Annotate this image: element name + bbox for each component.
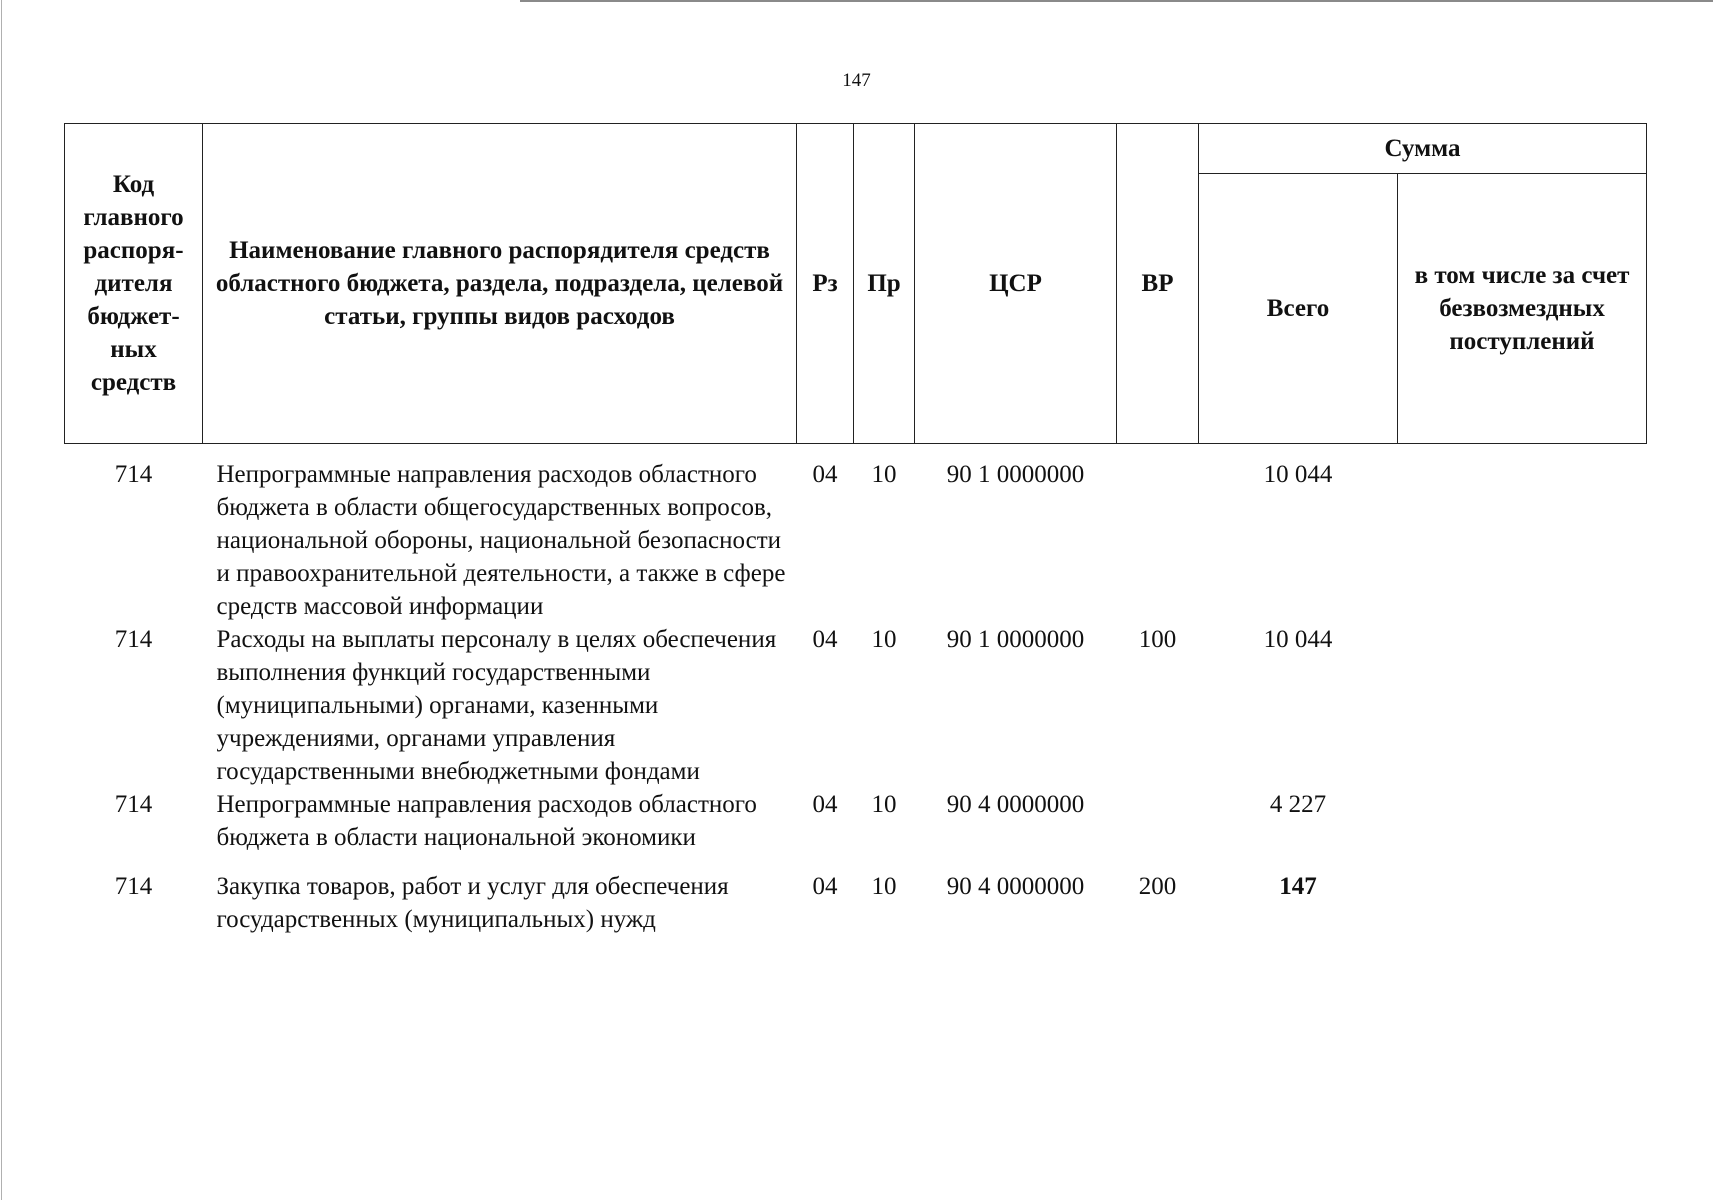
cell-vr: 200: [1138, 873, 1177, 900]
cell-csr: 90 1 0000000: [946, 626, 1085, 653]
header-rz: Рз: [797, 124, 854, 444]
scan-border-left: [1, 0, 2, 1200]
cell-csr: 90 4 0000000: [946, 791, 1085, 818]
header-sum: Сумма: [1199, 124, 1647, 174]
table-row: [65, 623, 1647, 788]
cell-name: Расходы на выплаты персоналу в целях обеспечения выполнения функций государственными (муниципальными) органами, казенными учреждениями, органами управления государственными внебюджетными фондами: [216, 626, 777, 785]
header-pr: Пр: [854, 124, 915, 444]
cell-code: 714: [114, 461, 153, 488]
table-row: [65, 788, 1647, 854]
cell-name: Непрограммные направления расходов областного бюджета в области национальной экономики: [216, 791, 757, 851]
cell-csr: 90 1 0000000: [946, 461, 1085, 488]
cell-name: Непрограммные направления расходов областного бюджета в области общегосударственных вопросов, национальной обороны, национальной безопасности и правоохранительной деятельности, а также в сфере средств массовой информации: [216, 461, 786, 620]
table-row: [65, 870, 1647, 936]
header-code: Код главного распоря-дителя бюджет-ных средств: [65, 124, 203, 444]
cell-gratuitous: [1398, 788, 1647, 854]
cell-pr: 10: [871, 791, 897, 818]
header-name: Наименование главного распорядителя средств областного бюджета, раздела, подраздела, целевой статьи, группы видов расходов: [203, 124, 797, 444]
budget-table: [64, 123, 1647, 936]
cell-name: Закупка товаров, работ и услуг для обеспечения государственных (муниципальных) нужд: [216, 873, 729, 933]
cell-vr: [1117, 458, 1199, 623]
cell-total: 147: [1279, 873, 1317, 900]
page-number: 147: [842, 70, 871, 91]
cell-rz: 04: [812, 626, 838, 653]
cell-total: 10 044: [1263, 461, 1333, 488]
cell-rz: 04: [812, 461, 838, 488]
cell-rz: 04: [812, 873, 838, 900]
cell-code: 714: [114, 873, 153, 900]
cell-csr: 90 4 0000000: [946, 873, 1085, 900]
cell-vr: [1117, 788, 1199, 854]
table-row: [65, 458, 1647, 623]
cell-pr: 10: [871, 873, 897, 900]
cell-rz: 04: [812, 791, 838, 818]
cell-pr: 10: [871, 461, 897, 488]
header-gratuitous: в том числе за счет безвозмездных поступлений: [1398, 174, 1647, 444]
table-header: [65, 124, 1647, 444]
cell-total: 10 044: [1263, 626, 1333, 653]
cell-code: 714: [114, 791, 153, 818]
cell-gratuitous: [1398, 458, 1647, 623]
cell-gratuitous: [1398, 623, 1647, 788]
scan-border-top: [520, 0, 1713, 2]
header-total: Всего: [1199, 174, 1398, 444]
header-vr: ВР: [1117, 124, 1199, 444]
cell-total: 4 227: [1269, 791, 1327, 818]
header-csr: ЦСР: [915, 124, 1117, 444]
cell-pr: 10: [871, 626, 897, 653]
cell-vr: 100: [1138, 626, 1177, 653]
cell-gratuitous: [1398, 870, 1647, 936]
cell-code: 714: [114, 626, 153, 653]
table-body: [65, 444, 1647, 937]
